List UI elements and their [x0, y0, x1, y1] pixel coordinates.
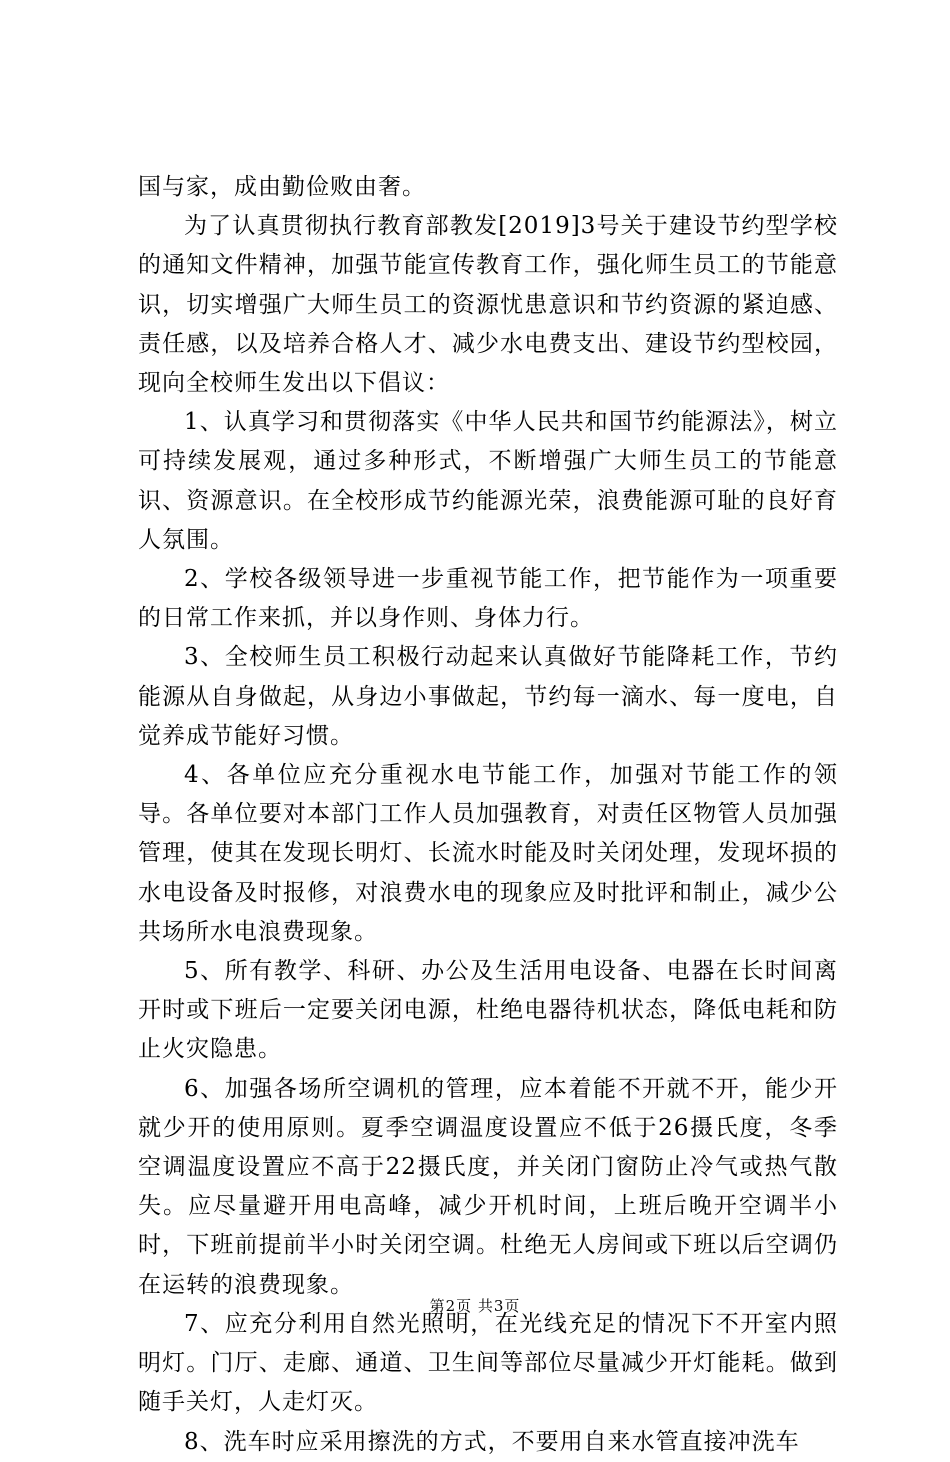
page-number-footer: 第2页 共3页 — [429, 1297, 521, 1315]
paragraph-item-7: 7、应充分利用自然光照明，在光线充足的情况下不开室内照明灯。门厅、走廊、通道、卫生间等部位尽量减少开灯能耗。做到随手关灯，人走灯灭。 — [138, 1310, 838, 1416]
paragraph-item-5: 5、所有教学、科研、办公及生活用电设备、电器在长时间离开时或下班后一定要关闭电源，杜绝电器待机状态，降低电耗和防止火灾隐患。 — [138, 958, 838, 1063]
paragraph-item-6: 6、加强各场所空调机的管理，应本着能不开就不开，能少开就少开的使用原则。夏季空调温度设置应不低于26摄氏度，冬季空调温度设置应不高于22摄氏度，并关闭门窗防止冷气或热气散失。应尽量避开用电高峰，减少开机时间，上班后晚开空调半小时，下班前提前半小时关闭空调。杜绝无人房间或下班以后空调仍在运转的浪费现象。 — [138, 1075, 838, 1298]
paragraph-item-4: 4、各单位应充分重视水电节能工作，加强对节能工作的领导。各单位要对本部门工作人员加强教育，对责任区物管人员加强管理，使其在发现长明灯、长流水时能及时关闭处理，发现坏损的水电设备及时报修，对浪费水电的现象应及时批评和制止，减少公共场所水电浪费现象。 — [138, 762, 838, 945]
paragraph-item-2: 2、学校各级领导进一步重视节能工作，把节能作为一项重要的日常工作来抓，并以身作则、身体力行。 — [138, 566, 838, 632]
document-body — [138, 168, 838, 1462]
paragraph-item-8: 8、洗车时应采用擦洗的方式，不要用自来水管直接冲洗车 — [184, 1428, 800, 1455]
paragraph-intro: 为了认真贯彻执行教育部教发[2019]3号关于建设节约型学校的通知文件精神，加强节能宣传教育工作，强化师生员工的节能意识，切实增强广大师生员工的资源忧患意识和节约资源的紧迫感、责任感，以及培养合格人才、减少水电费支出、建设节约型校园，现向全校师生发出以下倡议： — [138, 213, 838, 397]
paragraph-item-1: 1、认真学习和贯彻落实《中华人民共和国节约能源法》，树立可持续发展观，通过多种形式，不断增强广大师生员工的节能意识、资源意识。在全校形成节约能源光荣，浪费能源可耻的良好育人氛围。 — [138, 409, 838, 553]
paragraph-item-3: 3、全校师生员工积极行动起来认真做好节能降耗工作，节约能源从自身做起，从身边小事做起，节约每一滴水、每一度电，自觉养成节能好习惯。 — [138, 644, 838, 749]
paragraph-opening-line: 国与家，成由勤俭败由奢。 — [138, 174, 426, 200]
